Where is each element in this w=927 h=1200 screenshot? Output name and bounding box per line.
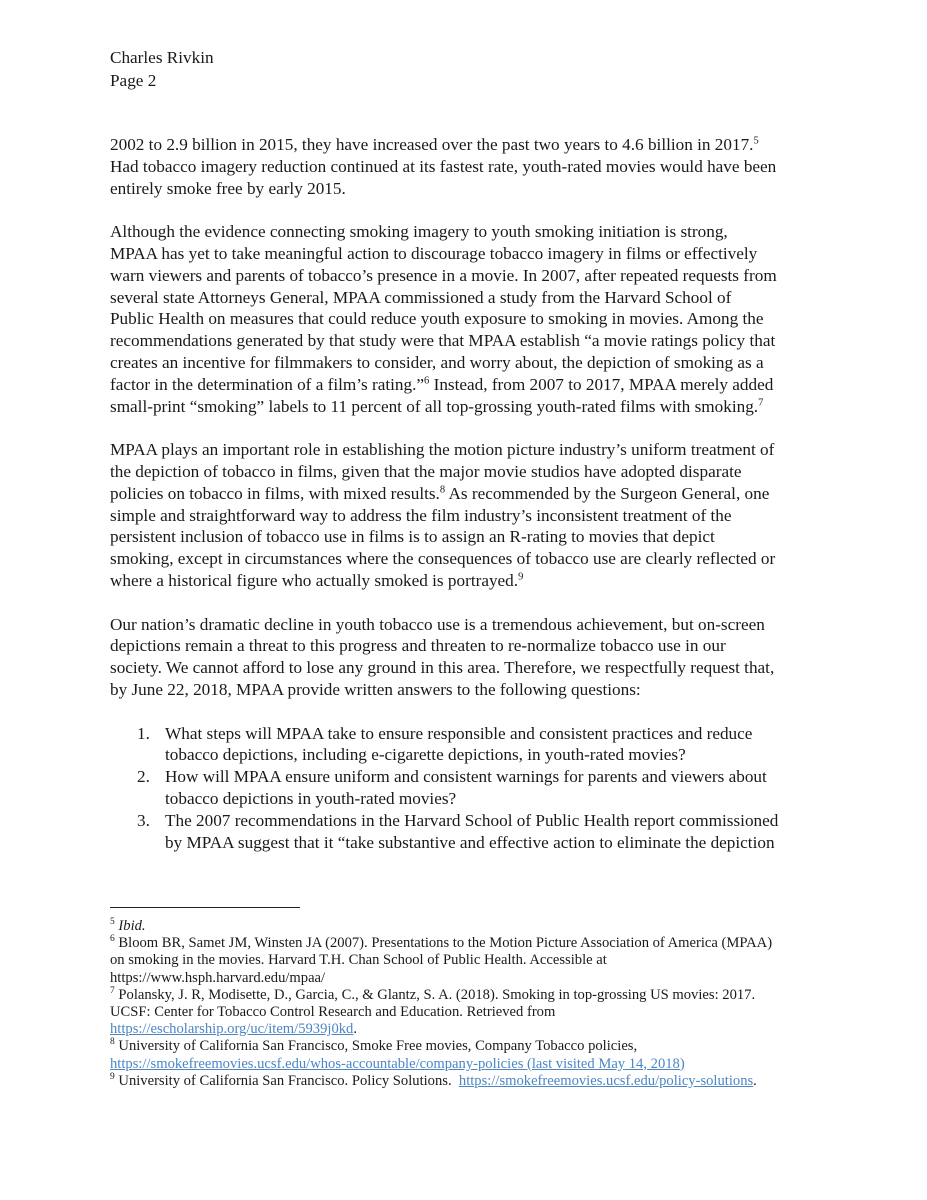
question-number: 1. [137,723,150,743]
paragraph-mpaa-inaction: Although the evidence connecting smoking imagery to youth smoking initiation is strong, MPAA has yet to take meaningful action to discourage tobacco imagery in films or effectively warn viewers and parents of tobacco’s presence in a movie. In 2007, after repeated requests from several state Attorneys General, MPAA commissioned a study from the Harvard School of Public Health on measures that could reduce youth exposure to smoking in movies. Among the recommendations generated by that study were that MPAA establish “a movie ratings policy that creates an incentive for filmmakers to consider, and worry about, the depiction of smoking as a factor in the determination of a film’s rating.”$^6$ Instead, from 2007 to 2017, MPAA merely added small-print “smoking” labels to 11 percent of all top-grossing youth-rated films with smoking.$^7$ [110,222,777,416]
footnotes [110,918,830,1090]
question-item: 2. How will MPAA ensure uniform and consistent warnings for parents and viewers about tobacco depictions in youth-rated movies? [137,767,767,808]
page-number: Page 2 [110,71,157,90]
letter-body [110,134,822,853]
footnote-ref-9[interactable]: 9 [518,571,524,583]
paragraph-mpaa-role: MPAA plays an important role in establishing the motion picture industry’s uniform treatment of the depiction of tobacco in films, given that the major movie studios have adopted disparate policies on tobacco in films, with mixed results.$^8$ As recommended by the Surgeon General, one simple and straightforward way to address the film industry’s inconsistent treatment of the persistent inclusion of tobacco use in films is to assign an R-rating to movies that depict smoking, except in circumstances where the consequences of tobacco use are clearly reflected or where a historical figure who actually smoked is portrayed.$^9$ [110,440,776,590]
footnote-ref-6[interactable]: 6 [424,375,430,387]
footnote-separator [110,907,300,908]
question-number: 2. [137,767,150,787]
footnote-8: $^8$ University of California San Francisco, Smoke Free movies, Company Tobacco policies, https://smokefreemovies.ucsf.edu/whos-accountable/company-policies (last visited May 14, 2018) [110,1037,685,1072]
paragraph-movie-impressions: 2002 to 2.9 billion in 2015, they have increased over the past two years to 4.6 billion in 2017.$^5$ Had tobacco imagery reduction continued at its fastest rate, youth-rated movies would have been entirely smoke free by early 2015. [110,135,777,198]
footnote-7: $^7$ Polansky, J. R, Modisette, D., Garcia, C., & Glantz, S. A. (2018). Smoking in top-grossing US movies: 2017. UCSF: Center for Tobacco Control Research and Education. Retrieved from https://escholarship.org/uc/item/5939j0kd. [110,985,756,1038]
escholarship-link[interactable]: https://escholarship.org/uc/item/5939j0kd [110,1021,354,1038]
question-item: 3. The 2007 recommendations in the Harvard School of Public Health report commissioned by MPAA suggest that it “take substantive and effective action to eliminate the depiction [137,810,779,852]
footnote-ref-8[interactable]: 8 [439,484,446,496]
footnote-6: $^6$ Bloom BR, Samet JM, Winsten JA (2007). Presentations to the Motion Picture Association of America (MPAA) on smoking in the movies. Harvard T.H. Chan School of Public Health. Accessible at https://www.hsph.harvard.edu/mpaa/ [110,934,773,986]
recipient-name: Charles Rivkin [110,48,214,67]
questions-list [110,723,822,854]
question-item: 1. What steps will MPAA take to ensure responsible and consistent practices and reduce tobacco depictions, including e-cigarette depictions, in youth-rated movies? [137,723,753,765]
policy-solutions-link[interactable]: https://smokefreemovies.ucsf.edu/policy-solutions [458,1072,754,1089]
question-number: 3. [137,810,150,830]
footnote-5: $^5$ Ibid. [110,917,146,934]
footnote-9: $^9$ University of California San Francisco. Policy Solutions. https://smokefreemovies.ucsf.edu/policy-solutions. [110,1071,757,1089]
footnote-ref-5[interactable]: 5 [753,135,759,147]
footnote-ref-7[interactable]: 7 [758,396,764,408]
letter-header [110,46,214,92]
company-policies-link[interactable]: https://smokefreemovies.ucsf.edu/whos-accountable/company-policies (last visited May 14, 2018) [110,1055,685,1072]
paragraph-request: Our nation’s dramatic decline in youth tobacco use is a tremendous achievement, but on-screen depictions remain a threat to this progress and threaten to re-normalize tobacco use in our society. We cannot afford to lose any ground in this area. Therefore, we respectfully request that, by June 22, 2018, MPAA provide written answers to the following questions: [110,614,775,699]
